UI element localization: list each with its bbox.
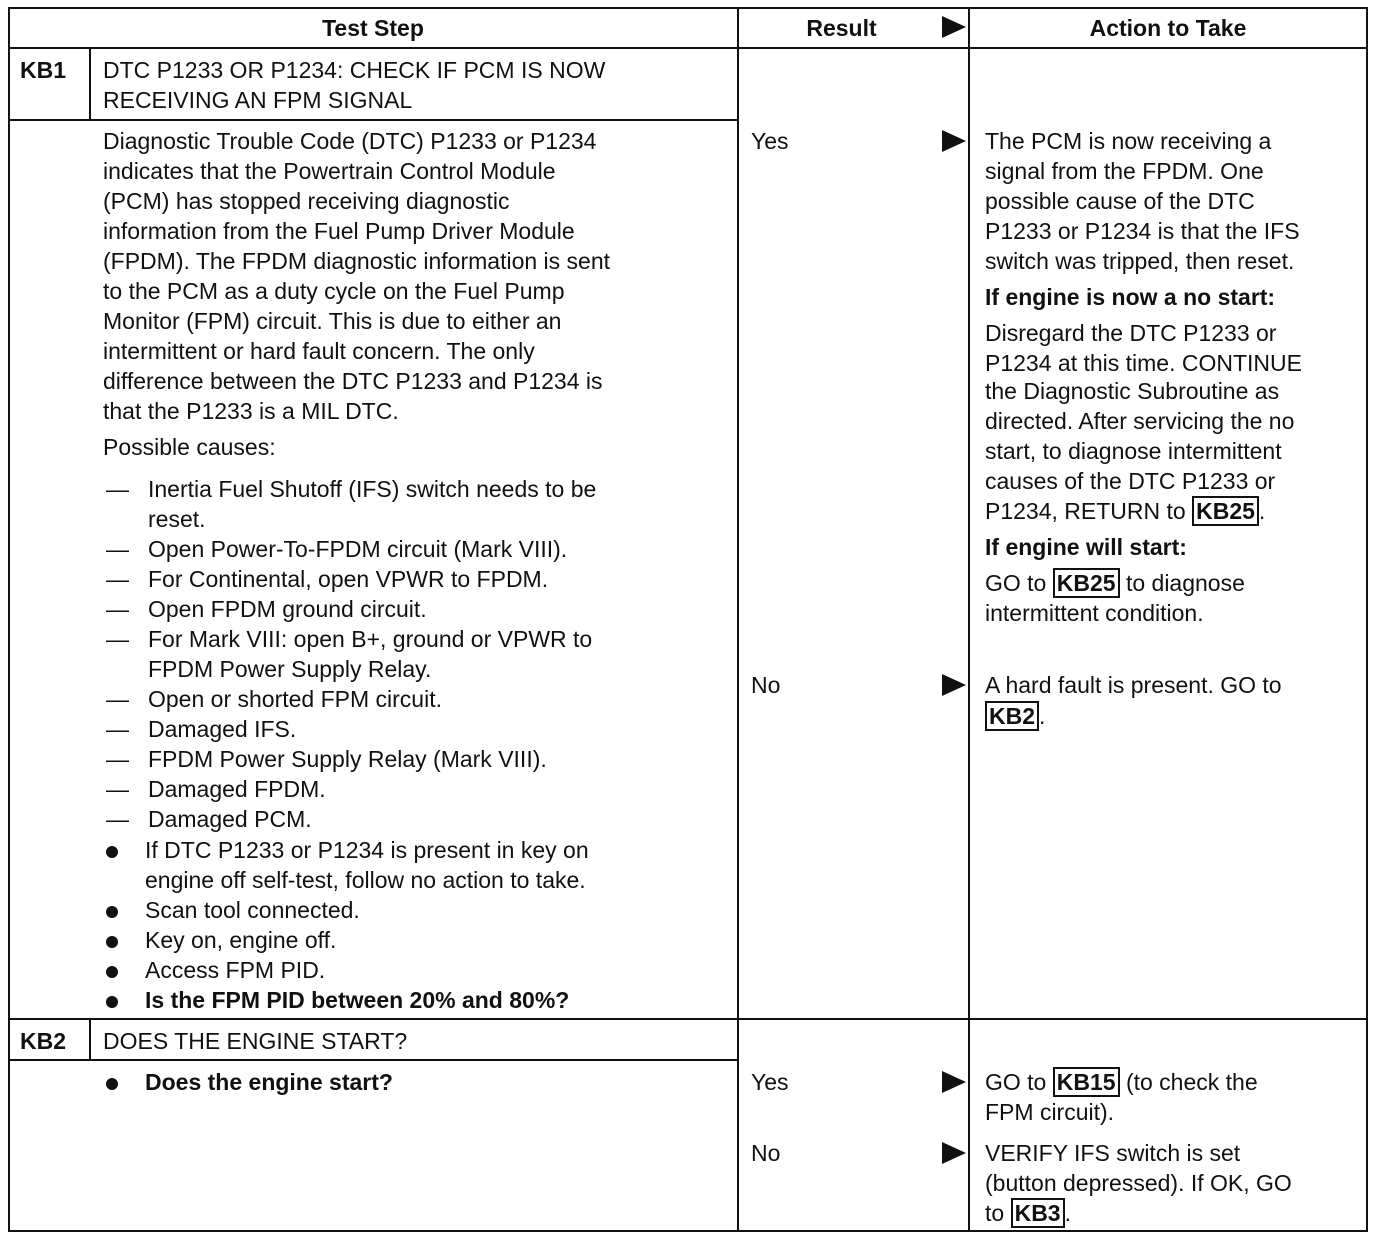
kb1-body-line-10: that the P1233 is a MIL DTC.: [103, 398, 399, 424]
bullet-item: Access FPM PID.: [145, 957, 326, 983]
arrow-icon: [942, 1071, 966, 1093]
dash-icon: —: [106, 476, 129, 502]
cause-item: Open or shorted FPM circuit.: [148, 686, 442, 712]
bullet-icon: [106, 996, 118, 1008]
cause-item: reset.: [148, 506, 206, 532]
header-arrow-icon: [942, 16, 966, 38]
bullet-icon: [106, 966, 118, 978]
kb1-body-line-6: to the PCM as a duty cycle on the Fuel Pump: [103, 278, 565, 304]
kb15-link[interactable]: KB15: [1053, 1067, 1120, 1097]
bullet-item: engine off self-test, follow no action to take.: [145, 867, 586, 893]
cause-item: Open Power-To-FPDM circuit (Mark VIII).: [148, 536, 568, 562]
kb1-body-line-4: information from the Fuel Pump Driver Module: [103, 218, 575, 244]
no-start-line-5: start, to diagnose intermittent: [985, 438, 1282, 464]
kb1-title-line-1: DTC P1233 OR P1234: CHECK IF PCM IS NOW: [103, 57, 606, 83]
kb25-link[interactable]: KB25: [1192, 496, 1259, 526]
kb2-yes-action-line-2: FPM circuit).: [985, 1099, 1115, 1125]
no-start-line-3: the Diagnostic Subroutine as: [985, 378, 1280, 404]
cause-item: Inertia Fuel Shutoff (IFS) switch needs to be: [148, 476, 597, 502]
header-test-step: Test Step: [322, 15, 424, 41]
bullet-icon: [106, 846, 118, 858]
kb3-link[interactable]: KB3: [1011, 1198, 1065, 1228]
kb2-result-yes: Yes: [751, 1069, 789, 1095]
to-diagnose-text: to diagnose: [1125, 570, 1245, 596]
possible-causes-label: Possible causes:: [103, 434, 276, 460]
kb1-id-divider: [89, 47, 91, 120]
kb2-no-action-line-1: VERIFY IFS switch is set: [985, 1140, 1241, 1166]
divider-action: [968, 7, 970, 1232]
bullet-item: Scan tool connected.: [145, 897, 360, 923]
period: .: [1258, 498, 1266, 524]
cause-item: FPDM Power Supply Relay (Mark VIII).: [148, 746, 547, 772]
arrow-icon: [942, 674, 966, 696]
yes-action-line-2: signal from the FPDM. One: [985, 158, 1264, 184]
cause-item: Damaged PCM.: [148, 806, 312, 832]
yes-rest-text: (to check the: [1125, 1069, 1258, 1095]
header-result: Result: [806, 15, 877, 41]
kb1-body-line-5: (FPDM). The FPDM diagnostic information is sent: [103, 248, 611, 274]
dash-icon: —: [106, 596, 129, 622]
kb2-id-divider: [89, 1018, 91, 1060]
kb2-bullet-question: Does the engine start?: [145, 1069, 393, 1095]
dash-icon: —: [106, 806, 129, 832]
cause-item: For Mark VIII: open B+, ground or VPWR to: [148, 626, 593, 652]
header-rule: [8, 47, 1368, 49]
no-start-line-2: P1234 at this time. CONTINUE: [985, 350, 1302, 376]
border-bottom: [8, 1230, 1368, 1232]
no-start-line-6: causes of the DTC P1233 or: [985, 468, 1276, 494]
bullet-icon: [106, 1078, 118, 1090]
bullet-item: Key on, engine off.: [145, 927, 337, 953]
bullet-item: If DTC P1233 or P1234 is present in key on: [145, 837, 589, 863]
divider-result: [737, 7, 739, 1232]
header-action: Action to Take: [1089, 15, 1247, 41]
kb2-link[interactable]: KB2: [985, 701, 1039, 731]
kb1-id: KB1: [20, 57, 67, 83]
kb1-result-yes: Yes: [751, 128, 789, 154]
kb1-title-rule: [8, 119, 738, 121]
cause-item: Open FPDM ground circuit.: [148, 596, 427, 622]
cause-item: Damaged FPDM.: [148, 776, 326, 802]
cause-item: Damaged IFS.: [148, 716, 297, 742]
if-no-start-heading: If engine is now a no start:: [985, 284, 1276, 310]
bullet-question: Is the FPM PID between 20% and 80%?: [145, 987, 570, 1013]
kb1-body-line-8: intermittent or hard fault concern. The only: [103, 338, 535, 364]
kb2-rule: [8, 1018, 1368, 1020]
dash-icon: —: [106, 686, 129, 712]
kb25-link[interactable]: KB25: [1053, 568, 1120, 598]
kb2-title: DOES THE ENGINE START?: [103, 1028, 408, 1054]
kb2-title-rule: [8, 1059, 738, 1061]
bullet-icon: [106, 906, 118, 918]
no-start-line-1: Disregard the DTC P1233 or: [985, 320, 1277, 346]
no-start-line-4: directed. After servicing the no: [985, 408, 1295, 434]
kb2-yes-action-line-1: [985, 1067, 1258, 1097]
dash-icon: —: [106, 776, 129, 802]
return-line: [985, 496, 1265, 526]
kb1-body-line-3: (PCM) has stopped receiving diagnostic: [103, 188, 510, 214]
diagnostic-table: [8, 7, 1368, 1232]
go-to-kb25-line: [985, 568, 1245, 598]
no-action-line-2: [985, 701, 1045, 731]
kb2-no-action-line-2: (button depressed). If OK, GO: [985, 1170, 1292, 1196]
kb1-result-no: No: [751, 672, 781, 698]
yes-action-line-3: possible cause of the DTC: [985, 188, 1255, 214]
dash-icon: —: [106, 626, 129, 652]
cause-item: FPDM Power Supply Relay.: [148, 656, 432, 682]
kb1-body-line-2: indicates that the Powertrain Control Module: [103, 158, 556, 184]
intermittent-condition: intermittent condition.: [985, 600, 1204, 626]
bullet-icon: [106, 936, 118, 948]
dash-icon: —: [106, 716, 129, 742]
dash-icon: —: [106, 566, 129, 592]
border-right: [1366, 7, 1368, 1232]
kb2-id: KB2: [20, 1028, 67, 1054]
arrow-icon: [942, 130, 966, 152]
if-will-start-heading: If engine will start:: [985, 534, 1187, 560]
kb1-body-line-7: Monitor (FPM) circuit. This is due to either an: [103, 308, 562, 334]
kb1-title-line-2: RECEIVING AN FPM SIGNAL: [103, 87, 413, 113]
period: .: [1064, 1200, 1071, 1226]
go-to-text: GO to: [985, 570, 1047, 596]
arrow-icon: [942, 1142, 966, 1164]
no-action-line-1: A hard fault is present. GO to: [985, 672, 1282, 698]
kb2-result-no: No: [751, 1140, 781, 1166]
kb1-body-line-9: difference between the DTC P1233 and P1234 is: [103, 368, 603, 394]
yes-action-line-4: P1233 or P1234 is that the IFS: [985, 218, 1300, 244]
return-text: P1234, RETURN to: [985, 498, 1186, 524]
dash-icon: —: [106, 536, 129, 562]
cause-item: For Continental, open VPWR to FPDM.: [148, 566, 549, 592]
yes-action-line-5: switch was tripped, then reset.: [985, 248, 1295, 274]
dash-icon: —: [106, 746, 129, 772]
to-text: to: [985, 1200, 1005, 1226]
go-to-text: GO to: [985, 1069, 1047, 1095]
period: .: [1039, 703, 1046, 729]
yes-action-line-1: The PCM is now receiving a: [985, 128, 1272, 154]
border-left: [8, 7, 10, 1232]
kb2-no-action-line-3: [985, 1198, 1071, 1228]
kb1-body-line-1: Diagnostic Trouble Code (DTC) P1233 or P1234: [103, 128, 597, 154]
